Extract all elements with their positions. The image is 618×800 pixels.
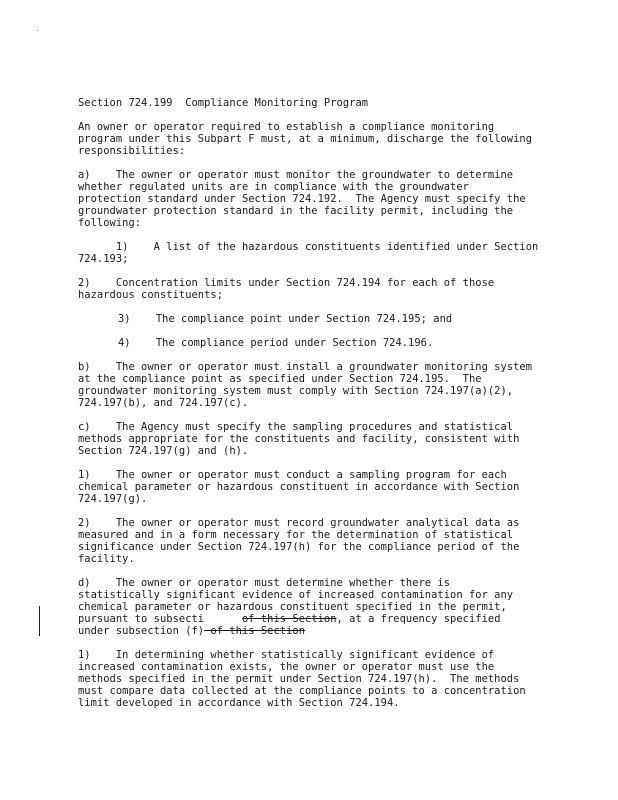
intro-line-1: An owner or operator required to establish a compliance monitoring bbox=[78, 121, 495, 133]
para-d-line-3: chemical parameter or hazardous constituent specified in the permit, bbox=[78, 601, 507, 613]
para-d-line-4-suffix: , at a frequency specified bbox=[336, 613, 501, 625]
scan-speck bbox=[37, 30, 38, 31]
para-d-line-5-struck-text: of this Section bbox=[204, 625, 306, 637]
para-c-line-1: c) The Agency must specify the sampling procedures and statistical bbox=[78, 421, 514, 433]
para-a-line-5: following: bbox=[78, 217, 142, 229]
para-d1-line-3: methods specified in the permit under Section 724.197(h). The methods bbox=[78, 673, 520, 685]
para-b-line-3: groundwater monitoring system must comply with Section 724.197(a)(2), bbox=[78, 385, 514, 397]
para-c1-line-1: 1) The owner or operator must conduct a sampling program for each bbox=[78, 469, 507, 481]
para-c-line-2: methods appropriate for the constituents and facility, consistent with bbox=[78, 433, 520, 445]
para-c2-line-4: facility. bbox=[78, 553, 135, 565]
para-d-line-1: d) The owner or operator must determine whether there is bbox=[78, 577, 451, 589]
item-2-line-1: 2) Concentration limits under Section 724.194 for each of those bbox=[78, 277, 495, 289]
intro-line-2: program under this Subpart F must, at a minimum, discharge the following bbox=[78, 133, 533, 145]
revision-bar bbox=[39, 606, 40, 636]
para-c2-line-1: 2) The owner or operator must record groundwater analytical data as bbox=[78, 517, 520, 529]
para-d-line-4 bbox=[78, 613, 501, 625]
para-c1-line-2: chemical parameter or hazardous constituent in accordance with Section bbox=[78, 481, 520, 493]
para-c2-line-3: significance under Section 724.197(h) for the compliance period of the bbox=[78, 541, 520, 553]
para-a-line-3: protection standard under Section 724.192. The Agency must specify the bbox=[78, 193, 526, 205]
para-d-line-4-struck-text: of this Section bbox=[241, 613, 337, 625]
para-b-line-4: 724.197(b), and 724.197(c). bbox=[78, 397, 249, 409]
item-4: 4) The compliance period under Section 724.196. bbox=[118, 337, 434, 349]
para-d-line-2: statistically significant evidence of increased contamination for any bbox=[78, 589, 514, 601]
para-d-line-5 bbox=[78, 625, 305, 637]
section-title: Section 724.199 Compliance Monitoring Program bbox=[78, 97, 369, 109]
para-d1-line-5: limit developed in accordance with Section 724.194. bbox=[78, 697, 400, 709]
item-2-line-2: hazardous constituents; bbox=[78, 289, 224, 301]
para-a-line-4: groundwater protection standard in the facility permit, including the bbox=[78, 205, 514, 217]
para-c-line-3: Section 724.197(g) and (h). bbox=[78, 445, 249, 457]
para-d1-line-1: 1) In determining whether statistically significant evidence of bbox=[78, 649, 495, 661]
para-d1-line-2: increased contamination exists, the owner or operator must use the bbox=[78, 661, 495, 673]
para-a-line-2: whether regulated units are in compliance with the groundwater bbox=[78, 181, 469, 193]
item-1-line-1: 1) A list of the hazardous constituents identified under Section bbox=[78, 241, 539, 253]
para-c2-line-2: measured and in a form necessary for the determination of statistical bbox=[78, 529, 514, 541]
para-a-line-1: a) The owner or operator must monitor the groundwater to determine bbox=[78, 169, 514, 181]
item-1-line-2: 724.193; bbox=[78, 253, 129, 265]
para-d-line-4-prefix: pursuant to subsecti bbox=[78, 613, 242, 625]
para-c1-line-3: 724.197(g). bbox=[78, 493, 148, 505]
intro-line-3: responsibilities: bbox=[78, 145, 186, 157]
para-d-line-5-prefix: under subsection (f) bbox=[78, 625, 205, 637]
para-b-line-1: b) The owner or operator must install a groundwater monitoring system bbox=[78, 361, 533, 373]
item-3: 3) The compliance point under Section 724.195; and bbox=[118, 313, 453, 325]
para-d1-line-4: must compare data collected at the compliance points to a concentration bbox=[78, 685, 526, 697]
para-b-line-2: at the compliance point as specified under Section 724.195. The bbox=[78, 373, 482, 385]
